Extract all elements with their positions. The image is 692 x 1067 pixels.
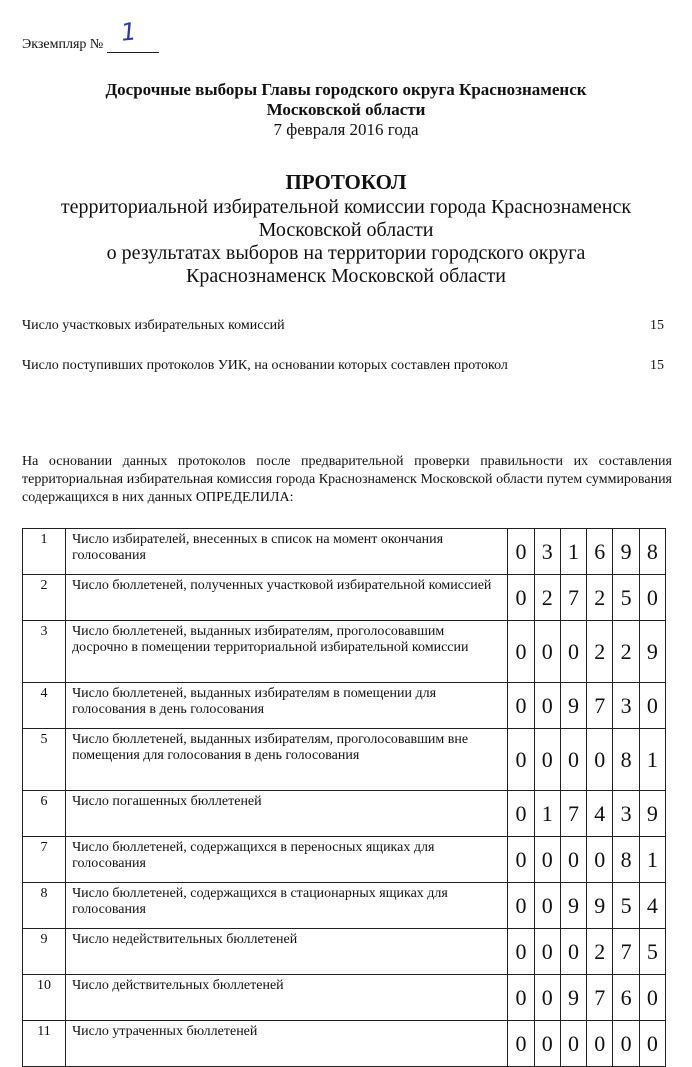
commission-count-row <box>22 318 664 334</box>
digit-cell: 2 <box>613 621 639 683</box>
digit-cell: 9 <box>613 529 639 575</box>
digit-cell: 0 <box>560 929 586 975</box>
digit-cell: 0 <box>613 1021 639 1067</box>
digit-cell: 3 <box>613 791 639 837</box>
digit-cell: 1 <box>639 729 665 791</box>
protocol-subtitle-line: территориальной избирательной комиссии города Краснознаменск <box>60 196 632 218</box>
row-label: Число бюллетеней, выданных избирателям, проголосовавшим досрочно в помещении территориальной избирательной комиссии <box>66 621 508 683</box>
digit-cell: 9 <box>639 621 665 683</box>
digit-cell: 0 <box>560 621 586 683</box>
row-label: Число бюллетеней, содержащихся в стационарных ящиках для голосования <box>66 883 508 929</box>
row-label: Число недействительных бюллетеней <box>66 929 508 975</box>
row-label: Число утраченных бюллетеней <box>66 1021 508 1067</box>
protocol-count-row <box>22 358 664 374</box>
table-row <box>23 975 666 1021</box>
table-row <box>23 621 666 683</box>
digit-cell: 0 <box>508 975 534 1021</box>
digit-cell: 0 <box>534 975 560 1021</box>
digit-cell: 0 <box>639 975 665 1021</box>
digit-cell: 0 <box>560 729 586 791</box>
row-label: Число действительных бюллетеней <box>66 975 508 1021</box>
digit-cell: 0 <box>534 683 560 729</box>
digit-cell: 0 <box>508 729 534 791</box>
election-date: 7 февраля 2016 года <box>273 120 419 139</box>
copy-number-line <box>22 17 159 53</box>
digit-cell: 8 <box>613 837 639 883</box>
protocol-title: ПРОТОКОЛ <box>285 170 407 194</box>
digit-cell: 9 <box>639 791 665 837</box>
digit-cell: 6 <box>587 529 613 575</box>
row-number: 6 <box>23 791 66 837</box>
count-value: 15 <box>650 318 664 333</box>
row-number: 10 <box>23 975 66 1021</box>
copy-number-handwritten: 1 <box>119 17 138 47</box>
digit-cell: 0 <box>587 837 613 883</box>
copy-number-field <box>107 17 159 53</box>
row-number: 7 <box>23 837 66 883</box>
digit-cell: 8 <box>613 729 639 791</box>
digit-cell: 0 <box>508 621 534 683</box>
row-number: 4 <box>23 683 66 729</box>
election-title: Досрочные выборы Главы городского округа Краснознаменск <box>105 80 587 99</box>
protocol-subtitle-line: о результатах выборов на территории городского округа <box>106 242 586 264</box>
digit-cell: 0 <box>534 729 560 791</box>
digit-cell: 8 <box>639 529 665 575</box>
row-number: 9 <box>23 929 66 975</box>
copy-label: Экземпляр № <box>22 37 104 52</box>
count-label: Число участковых избирательных комиссий <box>22 318 285 333</box>
row-label: Число бюллетеней, выданных избирателям в помещении для голосования в день голосования <box>66 683 508 729</box>
digit-cell: 7 <box>560 791 586 837</box>
digit-cell: 7 <box>587 683 613 729</box>
digit-cell: 5 <box>639 929 665 975</box>
digit-cell: 0 <box>587 729 613 791</box>
digit-cell: 0 <box>534 1021 560 1067</box>
digit-cell: 0 <box>560 837 586 883</box>
digit-cell: 0 <box>534 621 560 683</box>
row-label: Число погашенных бюллетеней <box>66 791 508 837</box>
digit-cell: 0 <box>534 883 560 929</box>
election-header <box>0 80 692 140</box>
intro-paragraph: На основании данных протоколов после предварительной проверки правильности их составления территориальная избирательная комиссия города Краснознаменск Московской области путем суммирования содержащихся в них данных ОПРЕДЕЛИЛА: <box>22 454 672 505</box>
digit-cell: 4 <box>639 883 665 929</box>
row-number: 3 <box>23 621 66 683</box>
digit-cell: 0 <box>639 575 665 621</box>
digit-cell: 0 <box>508 683 534 729</box>
protocol-subtitle <box>0 196 692 288</box>
table-row <box>23 929 666 975</box>
digit-cell: 3 <box>534 529 560 575</box>
table-row <box>23 1021 666 1067</box>
results-table <box>22 528 666 1067</box>
digit-cell: 7 <box>613 929 639 975</box>
digit-cell: 2 <box>534 575 560 621</box>
row-number: 8 <box>23 883 66 929</box>
digit-cell: 9 <box>587 883 613 929</box>
digit-cell: 0 <box>508 529 534 575</box>
count-label: Число поступивших протоколов УИК, на основании которых составлен протокол <box>22 358 508 373</box>
row-number: 2 <box>23 575 66 621</box>
digit-cell: 0 <box>534 929 560 975</box>
digit-cell: 0 <box>508 575 534 621</box>
digit-cell: 6 <box>613 975 639 1021</box>
digit-cell: 0 <box>639 683 665 729</box>
row-label: Число бюллетеней, полученных участковой избирательной комиссией <box>66 575 508 621</box>
table-row <box>23 729 666 791</box>
digit-cell: 1 <box>560 529 586 575</box>
digit-cell: 0 <box>508 1021 534 1067</box>
digit-cell: 1 <box>534 791 560 837</box>
table-row <box>23 837 666 883</box>
digit-cell: 0 <box>639 1021 665 1067</box>
row-number: 1 <box>23 529 66 575</box>
digit-cell: 0 <box>587 1021 613 1067</box>
count-value: 15 <box>650 358 664 373</box>
digit-cell: 7 <box>587 975 613 1021</box>
digit-cell: 9 <box>560 883 586 929</box>
digit-cell: 0 <box>508 837 534 883</box>
table-row <box>23 529 666 575</box>
table-row <box>23 791 666 837</box>
digit-cell: 0 <box>508 929 534 975</box>
digit-cell: 7 <box>560 575 586 621</box>
table-row <box>23 883 666 929</box>
digit-cell: 2 <box>587 575 613 621</box>
row-number: 5 <box>23 729 66 791</box>
row-number: 11 <box>23 1021 66 1067</box>
row-label: Число бюллетеней, выданных избирателям, проголосовавшим вне помещения для голосования в день голосования <box>66 729 508 791</box>
table-row <box>23 575 666 621</box>
digit-cell: 9 <box>560 683 586 729</box>
row-label: Число бюллетеней, содержащихся в переносных ящиках для голосования <box>66 837 508 883</box>
digit-cell: 0 <box>534 837 560 883</box>
digit-cell: 9 <box>560 975 586 1021</box>
election-region: Московской области <box>266 100 426 119</box>
protocol-subtitle-line: Московской области <box>258 219 434 241</box>
digit-cell: 0 <box>508 791 534 837</box>
digit-cell: 0 <box>508 883 534 929</box>
table-row <box>23 683 666 729</box>
digit-cell: 5 <box>613 883 639 929</box>
digit-cell: 2 <box>587 929 613 975</box>
digit-cell: 0 <box>560 1021 586 1067</box>
digit-cell: 5 <box>613 575 639 621</box>
digit-cell: 1 <box>639 837 665 883</box>
digit-cell: 2 <box>587 621 613 683</box>
digit-cell: 4 <box>587 791 613 837</box>
protocol-subtitle-line: Краснознаменск Московской области <box>186 265 506 287</box>
row-label: Число избирателей, внесенных в список на момент окончания голосования <box>66 529 508 575</box>
digit-cell: 3 <box>613 683 639 729</box>
